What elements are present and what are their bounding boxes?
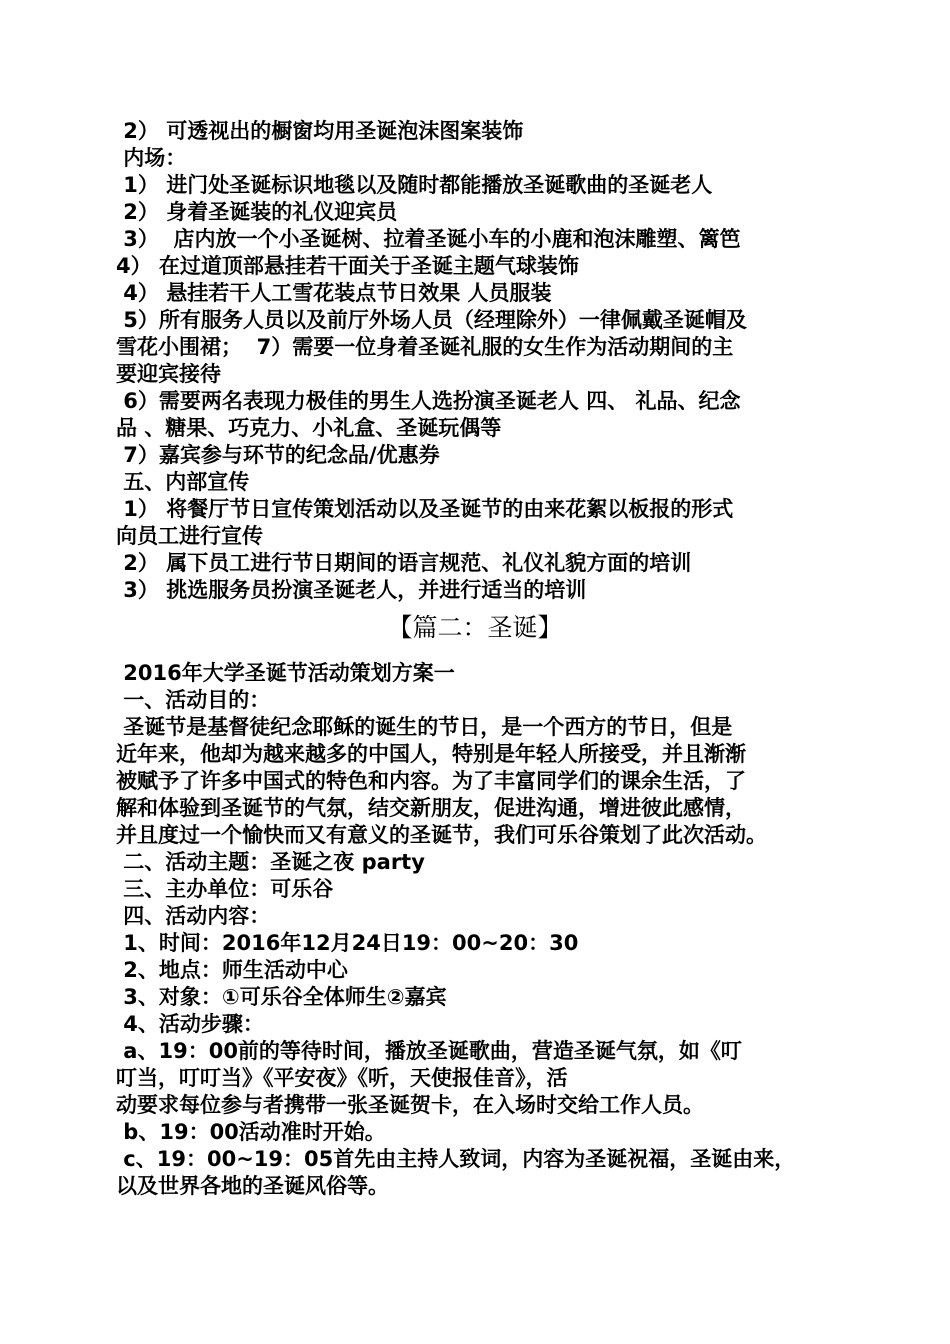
text-line: c、19：00~19：05首先由主持人致词，内容为圣诞祝福，圣诞由来，	[116, 1147, 796, 1171]
section-heading: 【篇二：圣诞】	[387, 613, 563, 642]
text-line: 解和体验到圣诞节的气氛，结交新朋友，促进沟通，增进彼此感情，	[116, 796, 746, 820]
text-line: 4、活动步骤：	[116, 1012, 264, 1036]
text-line: 品 、糖果、巧克力、小礼盒、圣诞玩偶等	[116, 416, 502, 440]
text-line: 被赋予了许多中国式的特色和内容。为了丰富同学们的课余生活，了	[116, 769, 746, 793]
text-line: 1） 将餐厅节日宣传策划活动以及圣诞节的由来花絮以板报的形式	[116, 497, 734, 521]
text-line: 1） 进门处圣诞标识地毯以及随时都能播放圣诞歌曲的圣诞老人	[116, 173, 713, 197]
text-line: 2、地点：师生活动中心	[116, 958, 348, 982]
text-line: 四、活动内容：	[116, 904, 271, 928]
text-line: 并且度过一个愉快而又有意义的圣诞节，我们可乐谷策划了此次活动。	[116, 823, 767, 847]
text-line: 二、活动主题：圣诞之夜 party	[116, 850, 425, 874]
text-line: 圣诞节是基督徒纪念耶稣的诞生的节日，是一个西方的节日，但是	[116, 715, 733, 739]
text-line: 4） 悬挂若干人工雪花装点节日效果 人员服装	[116, 281, 552, 305]
text-line: 3） 挑选服务员扮演圣诞老人，并进行适当的培训	[116, 578, 587, 602]
text-line: 以及世界各地的圣诞风俗等。	[116, 1174, 389, 1198]
text-line: 近年来，他却为越来越多的中国人，特别是年轻人所接受，并且渐渐	[116, 742, 746, 766]
text-line: a、19：00前的等待时间，播放圣诞歌曲，营造圣诞气氛，如《叮	[116, 1039, 742, 1063]
text-line: 雪花小围裙； 7）需要一位身着圣诞礼服的女生作为活动期间的主	[116, 335, 734, 359]
text-line: 2） 可透视出的橱窗均用圣诞泡沫图案装饰	[116, 119, 524, 143]
text-line: 5）所有服务人员以及前厅外场人员（经理除外）一律佩戴圣诞帽及	[116, 308, 747, 332]
text-line: 7）嘉宾参与环节的纪念品/优惠券	[116, 443, 440, 467]
text-line: 4） 在过道顶部悬挂若干面关于圣诞主题气球装饰	[116, 254, 579, 278]
text-line: 1、时间：2016年12月24日19：00~20：30	[116, 931, 579, 955]
text-line: 3、对象：①可乐谷全体师生②嘉宾	[116, 985, 447, 1009]
text-line: 3） 店内放一个小圣诞树、拉着圣诞小车的小鹿和泡沫雕塑、篱笆	[116, 227, 741, 251]
text-line: 内场：	[116, 146, 187, 170]
text-line: 2） 属下员工进行节日期间的语言规范、礼仪礼貌方面的培训	[116, 551, 692, 575]
text-line: 动要求每位参与者携带一张圣诞贺卡，在入场时交给工作人员。	[116, 1093, 704, 1117]
text-line: 叮当，叮叮当》《平安夜》《听，天使报佳音》，活	[116, 1066, 568, 1090]
text-line: 五、内部宣传	[116, 470, 250, 494]
text-line: 三、主办单位：可乐谷	[116, 877, 334, 901]
text-line: b、19：00活动准时开始。	[116, 1120, 386, 1144]
text-line: 6）需要两名表现力极佳的男生人选扮演圣诞老人 四、 礼品、纪念	[116, 389, 741, 413]
text-line: 向员工进行宣传	[116, 524, 263, 548]
text-line: 2） 身着圣诞装的礼仪迎宾员	[116, 200, 398, 224]
text-line: 要迎宾接待	[116, 362, 221, 386]
text-line: 一、活动目的：	[116, 688, 271, 712]
section-two-text	[116, 660, 856, 1200]
section-one-text	[116, 118, 856, 604]
doc-subtitle: 2016年大学圣诞节活动策划方案一	[116, 661, 455, 685]
